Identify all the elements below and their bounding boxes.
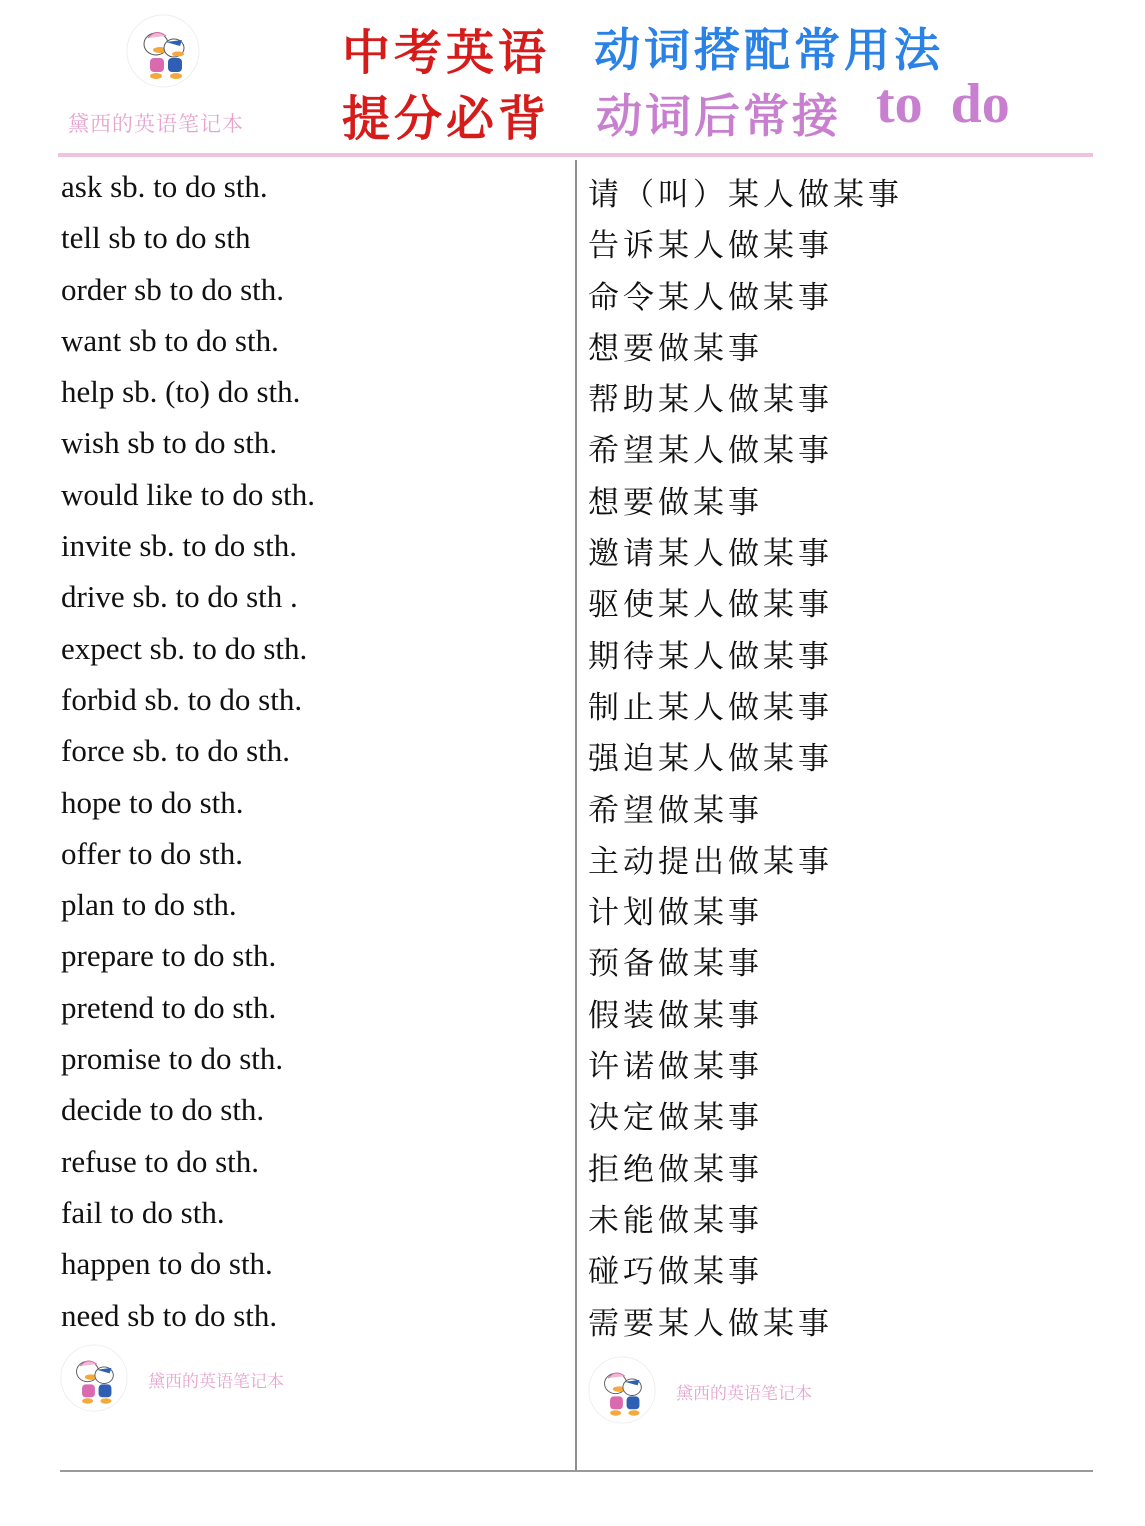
- chinese-meaning: 驱使某人做某事: [588, 587, 833, 624]
- english-phrase: expect sb. to do sth.: [61, 630, 308, 666]
- chinese-meaning: 未能做某事: [588, 1202, 763, 1239]
- english-phrase: want sb to do sth.: [61, 322, 279, 358]
- brand-name: 黛西的英语笔记本: [68, 112, 244, 136]
- english-phrase: ask sb. to do sth.: [61, 169, 268, 204]
- chinese-meaning: 希望某人做某事: [588, 433, 833, 470]
- chinese-meaning: 预备做某事: [588, 946, 763, 983]
- chinese-meaning: 制止某人做某事: [588, 689, 833, 726]
- english-phrase: order sb to do sth.: [61, 271, 285, 307]
- english-phrase: offer to do sth.: [61, 835, 243, 871]
- english-phrase: hope to do sth.: [61, 784, 244, 820]
- english-phrase: wish sb to do sth.: [61, 425, 278, 461]
- english-phrase: forbid sb. to do sth.: [61, 681, 303, 717]
- english-phrase: prepare to do sth.: [61, 938, 277, 974]
- chinese-meaning: 想要做某事: [588, 484, 763, 521]
- chinese-meaning: 帮助某人做某事: [588, 382, 833, 419]
- chinese-meaning: 拒绝做某事: [588, 1151, 763, 1188]
- english-phrase: help sb. (to) do sth.: [61, 374, 301, 410]
- chinese-meaning: 告诉某人做某事: [588, 228, 833, 265]
- english-phrase: happen to do sth.: [61, 1246, 273, 1282]
- cartoon-duck-watermark-icon: [60, 1344, 128, 1412]
- header-divider: [58, 153, 1093, 157]
- title-line2-purple: 动词后常接: [596, 89, 841, 143]
- watermark-brand-right: 黛西的英语笔记本: [676, 1384, 812, 1404]
- chinese-meaning: 期待某人做某事: [588, 638, 833, 675]
- title-line2-suffix: to do: [876, 73, 1010, 135]
- title-line1-red: 中考英语: [342, 25, 551, 81]
- english-phrase: invite sb. to do sth.: [61, 528, 297, 564]
- chinese-meaning: 邀请某人做某事: [588, 536, 833, 573]
- chinese-meaning: 请（叫）某人做某事: [588, 177, 903, 213]
- english-phrase: drive sb. to do sth .: [61, 579, 298, 615]
- english-phrase: plan to do sth.: [61, 887, 237, 923]
- column-divider: [575, 160, 577, 1472]
- english-phrase: promise to do sth.: [61, 1041, 284, 1077]
- english-phrase: tell sb to do sth: [61, 220, 251, 256]
- english-phrase: decide to do sth.: [61, 1092, 265, 1128]
- chinese-meaning: 许诺做某事: [588, 1049, 763, 1086]
- chinese-meaning: 假装做某事: [588, 997, 763, 1034]
- watermark-brand-left: 黛西的英语笔记本: [148, 1372, 284, 1392]
- english-phrase: refuse to do sth.: [61, 1143, 260, 1179]
- chinese-meaning: 决定做某事: [588, 1100, 763, 1137]
- title-line1-blue: 动词搭配常用法: [594, 23, 944, 77]
- chinese-meaning: 想要做某事: [588, 330, 763, 367]
- chinese-meaning: 主动提出做某事: [588, 843, 833, 880]
- english-phrase-list: [61, 161, 315, 1341]
- english-phrase: fail to do sth.: [61, 1194, 225, 1230]
- footer-divider: [60, 1470, 1093, 1472]
- chinese-meaning: 需要某人做某事: [588, 1305, 833, 1342]
- chinese-meaning: 强迫某人做某事: [588, 741, 833, 778]
- english-phrase: need sb to do sth.: [61, 1297, 278, 1333]
- chinese-meaning-list: [588, 170, 903, 1350]
- english-phrase: would like to do sth.: [61, 476, 316, 512]
- chinese-meaning: 计划做某事: [588, 895, 763, 932]
- title-line2-red: 提分必背: [342, 91, 551, 147]
- chinese-meaning: 碰巧做某事: [588, 1254, 763, 1291]
- chinese-meaning: 希望做某事: [588, 792, 763, 829]
- english-phrase: pretend to do sth.: [61, 989, 277, 1025]
- cartoon-duck-logo-icon: [126, 14, 200, 88]
- english-phrase: force sb. to do sth.: [61, 733, 291, 769]
- chinese-meaning: 命令某人做某事: [588, 279, 833, 316]
- cartoon-duck-watermark-icon: [588, 1356, 656, 1424]
